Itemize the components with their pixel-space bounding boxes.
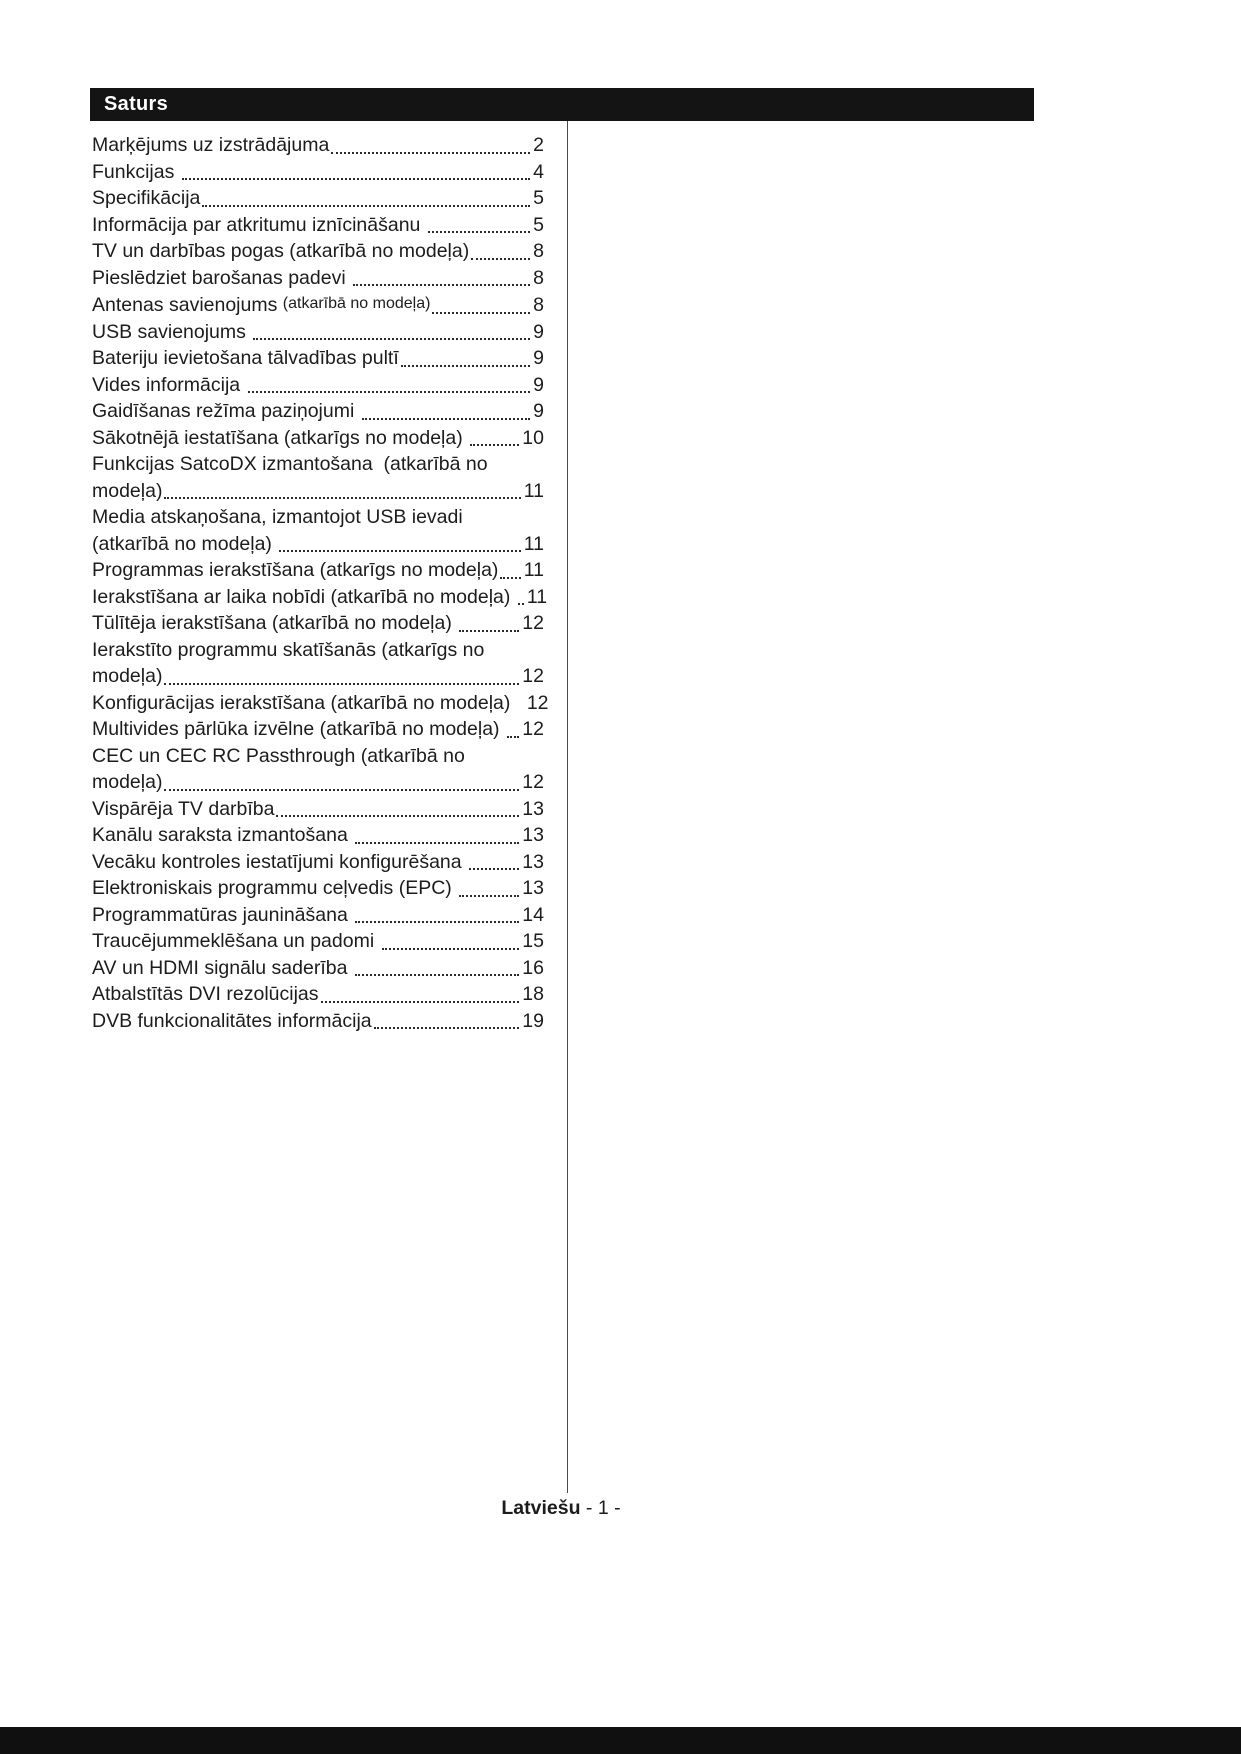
toc-entry-row (92, 584, 548, 611)
toc-page-number: 11 (523, 559, 544, 581)
toc-page-number: 5 (533, 187, 544, 209)
toc-page-number: 13 (522, 850, 544, 873)
toc-entry-text: Multivides pārlūka izvēlne (atkarībā no modeļa) (92, 718, 505, 740)
toc-entry-text: modeļa) (92, 771, 163, 793)
toc-page-number: 13 (522, 877, 544, 899)
column-divider-line (567, 121, 568, 1493)
toc-entry (92, 822, 544, 849)
toc-entry-text: Gaidīšanas režīma paziņojumi (92, 400, 360, 422)
toc-page-number: 12 (522, 665, 544, 687)
toc-entry (92, 238, 544, 265)
toc-entry (92, 849, 544, 876)
toc-entry-text: Traucējummeklēšana un padomi (92, 930, 380, 952)
toc-leader-dots (518, 603, 524, 605)
toc-entry-row (92, 185, 544, 212)
section-header-bar (90, 88, 1034, 121)
toc-entry-text: Marķējums uz izstrādājuma (92, 134, 330, 156)
toc-page-number: 15 (522, 930, 544, 952)
toc-page-number: 10 (522, 426, 544, 449)
toc-entry (92, 981, 544, 1008)
toc-page-number: 8 (533, 266, 544, 289)
toc-page-number: 8 (533, 294, 544, 316)
bottom-black-bar (0, 1727, 1241, 1754)
toc-entry-row (92, 849, 544, 876)
toc-entry-text: Kanālu saraksta izmantošana (92, 824, 354, 846)
toc-entry-text: Funkcijas (92, 160, 180, 183)
toc-entry-row (92, 610, 544, 637)
toc-page-number: 11 (523, 532, 544, 555)
toc-entry-row (92, 319, 544, 346)
toc-entry-row (92, 531, 544, 558)
toc-entry-text: Elektroniskais programmu ceļvedis (EPC) (92, 877, 458, 899)
toc-entry-row (92, 796, 544, 823)
toc-leader-dots (470, 444, 519, 446)
toc-entry-row (92, 238, 544, 265)
toc-leader-dots (164, 789, 519, 791)
toc-entry-text: Antenas savienojums (92, 294, 283, 316)
toc-page-number: 19 (522, 1009, 544, 1032)
toc-entry-text: DVB funkcionalitātes informācija (92, 1009, 372, 1032)
toc-page-number: 12 (522, 718, 544, 740)
toc-entry-text-line1: Funkcijas SatcoDX izmantošana (atkarībā no (92, 453, 488, 475)
toc-entry-row (92, 955, 544, 982)
toc-leader-dots (164, 497, 520, 499)
toc-entry-row (92, 212, 544, 239)
toc-entry-text: TV un darbības pogas (atkarībā no modeļa) (92, 240, 470, 262)
toc-list (92, 132, 549, 1034)
toc-page-number: 13 (522, 797, 544, 820)
toc-entry (92, 451, 544, 504)
toc-leader-dots (459, 630, 519, 632)
toc-page-number: 16 (522, 956, 544, 979)
toc-leader-dots (374, 1027, 520, 1029)
toc-entry-text-line1: Ierakstīto programmu skatīšanās (atkarīgs no (92, 638, 485, 661)
toc-entry-row (92, 345, 544, 372)
toc-entry (92, 743, 544, 796)
toc-page-number: 11 (526, 585, 548, 608)
toc-entry-text: Atbalstītās DVI rezolūcijas (92, 983, 319, 1005)
toc-entry (92, 902, 544, 929)
toc-entry (92, 584, 548, 611)
toc-leader-dots (279, 550, 520, 552)
toc-entry-row (92, 132, 544, 159)
toc-page-number: 2 (533, 134, 544, 156)
footer-page-number: - 1 - (580, 1497, 621, 1519)
toc-entry-text-small: (atkarībā no modeļa) (282, 295, 431, 312)
toc-leader-dots (469, 868, 519, 870)
footer-language-label: Latviešu (501, 1497, 581, 1519)
toc-entry (92, 319, 544, 346)
toc-leader-dots (507, 736, 519, 738)
toc-entry-text: Sākotnējā iestatīšana (atkarīgs no modeļa) (92, 426, 469, 449)
toc-leader-dots (331, 152, 530, 154)
toc-entry-text: Pieslēdziet barošanas padevi (92, 266, 352, 289)
toc-entry-row (92, 690, 549, 717)
toc-entry-row (92, 928, 544, 955)
toc-entry-row (92, 769, 544, 796)
toc-page-number: 12 (522, 612, 544, 634)
toc-leader-dots (353, 284, 530, 286)
toc-entry-text-line1: Media atskaņošana, izmantojot USB ievadi (92, 506, 463, 528)
toc-page-number: 9 (533, 400, 544, 422)
toc-leader-dots (276, 815, 519, 817)
toc-leader-dots (202, 205, 530, 207)
toc-entry-text: Bateriju ievietošana tālvadības pultī (92, 347, 399, 369)
toc-entry-row (92, 1008, 544, 1035)
toc-entry-row (92, 902, 544, 929)
toc-entry (92, 372, 544, 399)
toc-leader-dots (355, 842, 519, 844)
toc-entry (92, 132, 544, 159)
toc-entry-row (92, 265, 544, 292)
toc-entry-text: Vispārēja TV darbība (92, 797, 275, 820)
toc-leader-dots (253, 338, 530, 340)
toc-entry-text: Specifikācija (92, 187, 201, 209)
toc-entry (92, 291, 544, 319)
toc-entry (92, 716, 544, 743)
toc-entry (92, 265, 544, 292)
toc-entry (92, 345, 544, 372)
toc-entry-text: AV un HDMI signālu saderība (92, 956, 353, 979)
toc-entry-text: Tūlītēja ierakstīšana (atkarībā no modeļa) (92, 612, 458, 634)
toc-entry-row (92, 372, 544, 399)
toc-entry (92, 928, 544, 955)
toc-entry (92, 637, 544, 690)
toc-leader-dots (362, 418, 530, 420)
toc-entry-text: Ierakstīšana ar laika nobīdi (atkarībā no modeļa) (92, 585, 516, 608)
toc-entry-text: Programmatūras jaunināšana (92, 903, 354, 926)
toc-leader-dots (321, 1001, 520, 1003)
toc-page-number: 4 (533, 160, 544, 183)
toc-entry-text: modeļa) (92, 479, 163, 502)
toc-entry-text: modeļa) (92, 665, 163, 687)
toc-entry-text: Vecāku kontroles iestatījumi konfigurēšana (92, 850, 468, 873)
toc-page-number: 13 (522, 824, 544, 846)
toc-entry-row (92, 663, 544, 690)
toc-page-number: 11 (523, 479, 544, 502)
toc-entry-row (92, 159, 544, 186)
toc-leader-dots (355, 974, 519, 976)
toc-leader-dots (355, 921, 519, 923)
toc-page-number: 14 (522, 903, 544, 926)
toc-entry-text: Konfigurācijas ierakstīšana (atkarībā no modeļa) (92, 691, 516, 714)
toc-entry (92, 690, 549, 717)
toc-entry (92, 955, 544, 982)
toc-entry-text: (atkarībā no modeļa) (92, 532, 278, 555)
toc-entry (92, 398, 544, 425)
toc-entry-text: Informācija par atkritumu iznīcināšanu (92, 213, 426, 236)
toc-page-number: 9 (533, 320, 544, 343)
toc-entry-text: Vides informācija (92, 373, 246, 396)
toc-page-number: 9 (533, 373, 544, 396)
toc-leader-dots (500, 577, 520, 579)
section-title: Saturs (104, 93, 169, 115)
toc-entry-text-line1: CEC un CEC RC Passthrough (atkarībā no (92, 744, 465, 767)
toc-entry-row (92, 981, 544, 1008)
toc-entry (92, 796, 544, 823)
toc-leader-dots (471, 258, 530, 260)
toc-entry-row (92, 716, 544, 743)
toc-entry-row (92, 425, 544, 452)
toc-entry-text: Programmas ierakstīšana (atkarīgs no modeļa) (92, 559, 499, 581)
toc-entry (92, 1008, 544, 1035)
toc-entry (92, 425, 544, 452)
page-footer (0, 1497, 1122, 1520)
toc-page-number: 12 (526, 691, 549, 714)
toc-entry (92, 212, 544, 239)
toc-entry-row (92, 291, 544, 319)
toc-page-number: 8 (533, 240, 544, 262)
toc-leader-dots (459, 895, 519, 897)
toc-leader-dots (382, 948, 520, 950)
toc-entry (92, 610, 544, 637)
toc-page-number: 9 (533, 347, 544, 369)
toc-entry-row (92, 822, 544, 849)
toc-leader-dots (432, 312, 530, 314)
toc-page-number: 5 (533, 213, 544, 236)
toc-entry (92, 504, 544, 557)
toc-entry-row (92, 398, 544, 425)
toc-entry-row (92, 478, 544, 505)
toc-entry (92, 185, 544, 212)
toc-entry-row (92, 557, 544, 584)
toc-entry-row (92, 875, 544, 902)
toc-page-number: 18 (522, 983, 544, 1005)
toc-leader-dots (428, 231, 530, 233)
toc-entry-text: USB savienojums (92, 320, 252, 343)
toc-entry (92, 557, 544, 584)
toc-leader-dots (164, 683, 519, 685)
toc-entry (92, 875, 544, 902)
toc-leader-dots (401, 365, 530, 367)
toc-leader-dots (248, 391, 531, 393)
toc-entry (92, 159, 544, 186)
toc-leader-dots (182, 178, 530, 180)
toc-page-number: 12 (522, 771, 544, 793)
